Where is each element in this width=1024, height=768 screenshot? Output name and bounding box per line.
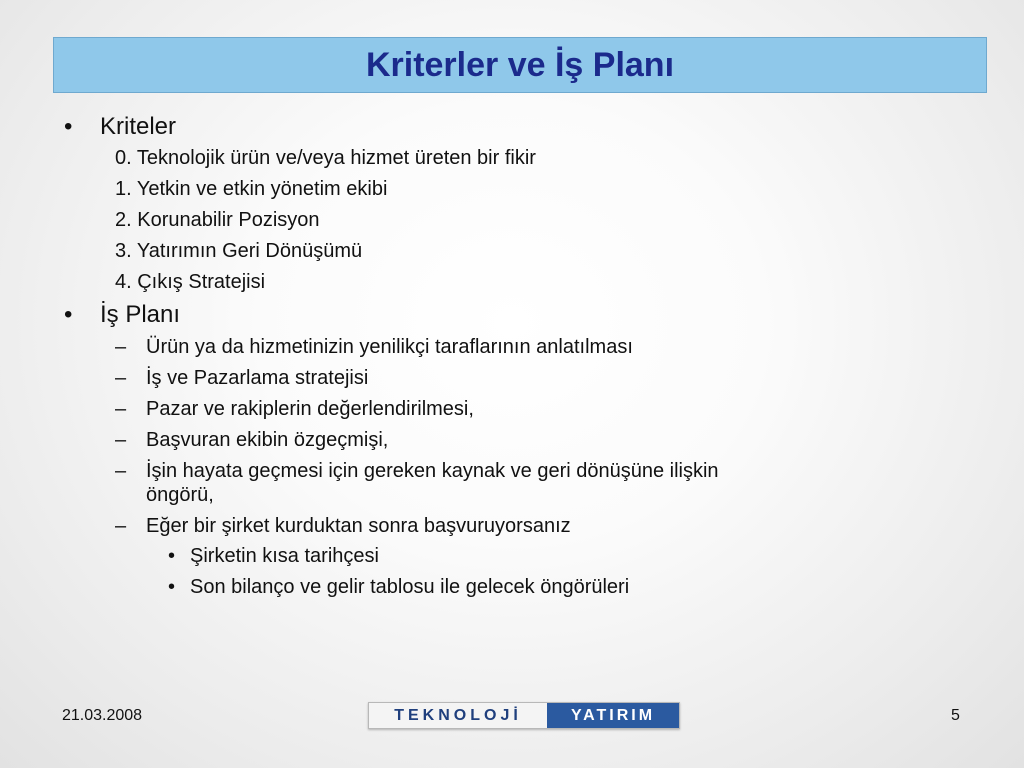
sub-bullet-marker: • (168, 576, 176, 598)
bullet-marker: • (64, 301, 73, 328)
bullet-marker: • (64, 113, 73, 140)
slide-title: Kriterler ve İş Planı (365, 45, 675, 84)
list-item: 0. Teknolojik ürün ve/veya hizmet üreten bir fikir (115, 147, 536, 169)
section-heading-is-plani: İş Planı (100, 301, 181, 328)
page-number: 5 (951, 707, 960, 724)
section-heading-kriteler: Kriteler (100, 113, 177, 140)
list-item: Pazar ve rakiplerin değerlendirilmesi, (146, 398, 474, 420)
footer-date: 21.03.2008 (62, 707, 143, 724)
sub-list-item: Şirketin kısa tarihçesi (190, 545, 379, 567)
list-item: 4. Çıkış Stratejisi (115, 271, 266, 293)
dash-marker: – (115, 398, 127, 420)
list-item: Başvuran ekibin özgeçmişi, (146, 429, 389, 451)
title-bar (53, 37, 987, 93)
logo-text-yatirim: YATIRIM (547, 703, 679, 728)
list-item: 2. Korunabilir Pozisyon (115, 209, 320, 231)
dash-marker: – (115, 367, 127, 389)
sub-list-item: Son bilanço ve gelir tablosu ile gelecek öngörüleri (190, 576, 630, 598)
dash-marker: – (115, 460, 127, 482)
dash-marker: – (115, 429, 127, 451)
list-item: İş ve Pazarlama stratejisi (146, 367, 369, 389)
list-item: Ürün ya da hizmetinizin yenilikçi taraflarının anlatılması (146, 336, 633, 358)
dash-marker: – (115, 515, 127, 537)
list-item: 1. Yetkin ve etkin yönetim ekibi (115, 178, 388, 200)
logo-text-teknoloji: TEKNOLOJİ (369, 703, 547, 728)
company-logo (368, 702, 680, 729)
list-item: 3. Yatırımın Geri Dönüşümü (115, 240, 363, 262)
list-item-continuation: öngörü, (146, 484, 214, 506)
list-item: Eğer bir şirket kurduktan sonra başvuruyorsanız (146, 515, 571, 537)
sub-bullet-marker: • (168, 545, 176, 567)
list-item: İşin hayata geçmesi için gereken kaynak ve geri dönüşüne ilişkin (146, 460, 719, 482)
dash-marker: – (115, 336, 127, 358)
